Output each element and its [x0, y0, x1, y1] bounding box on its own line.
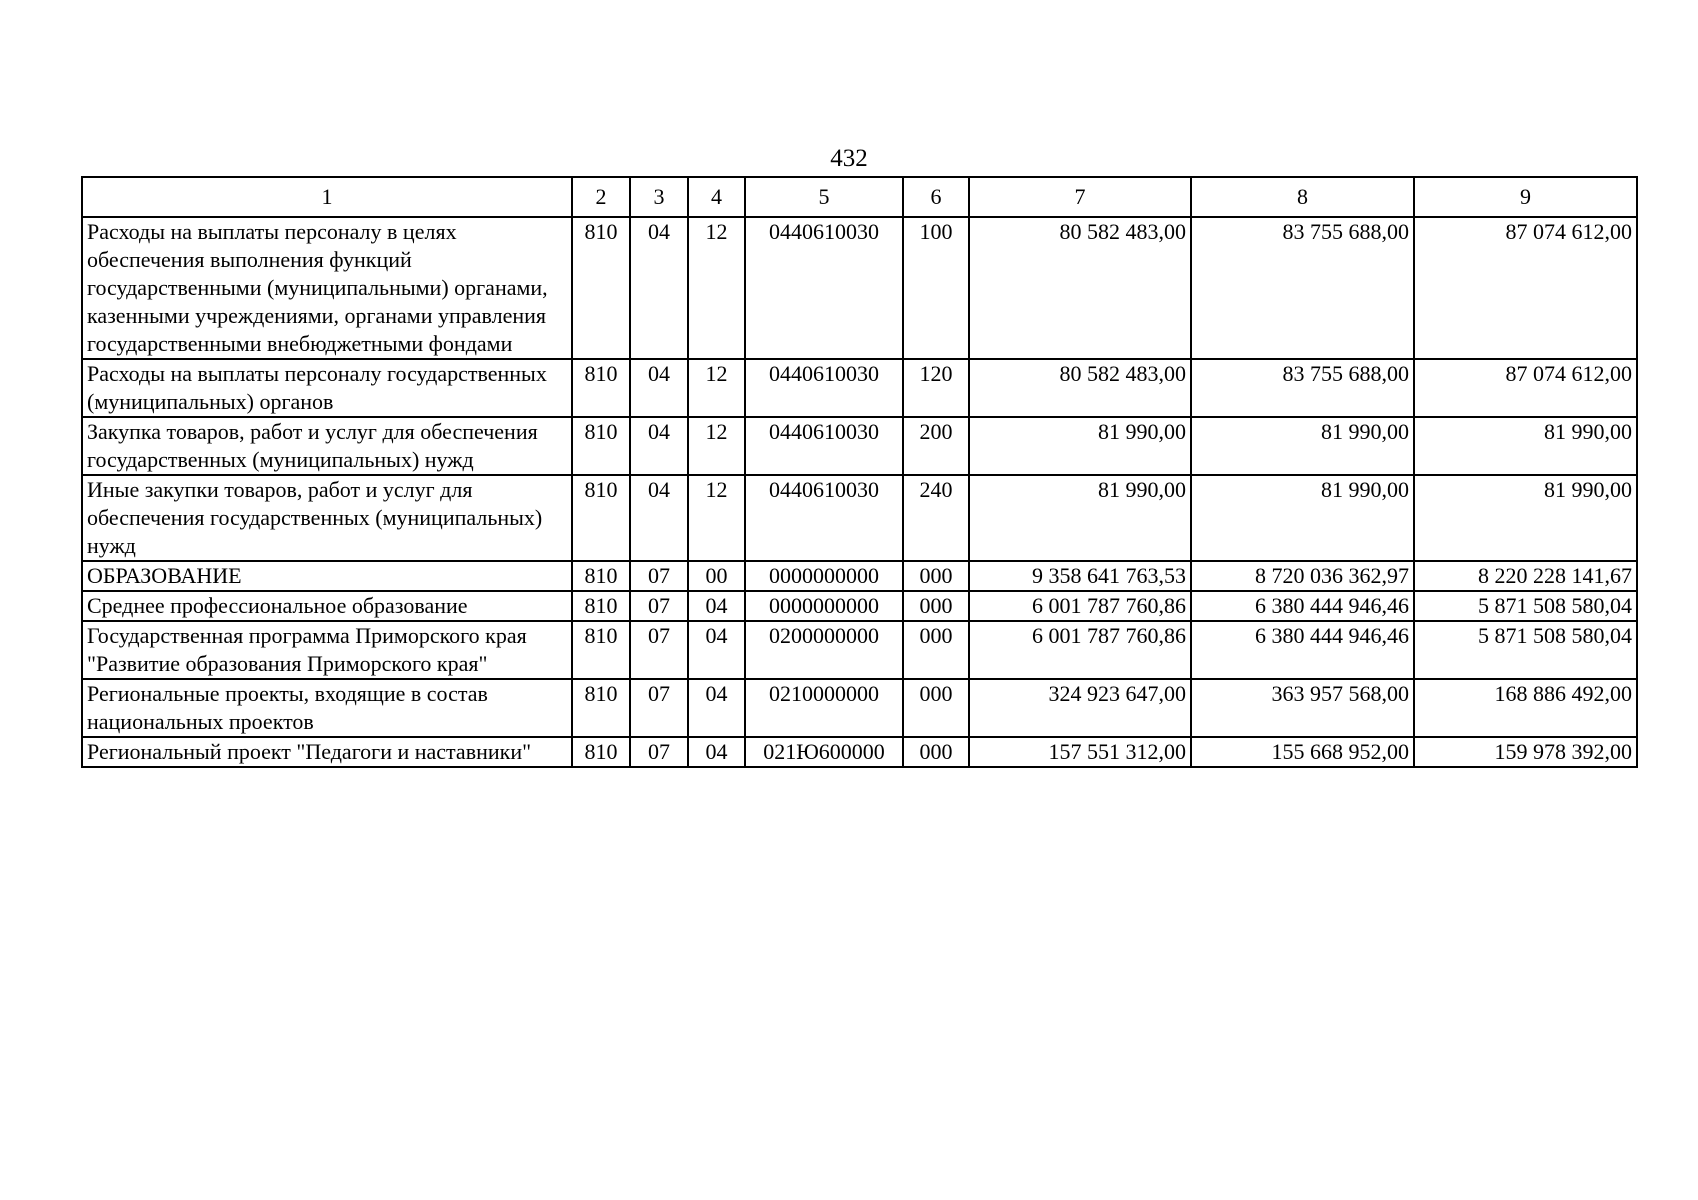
cell-code: 810 — [572, 561, 630, 591]
cell-section: 04 — [630, 417, 688, 475]
cell-type: 240 — [903, 475, 969, 561]
cell-amount-7: 6 001 787 760,86 — [969, 621, 1191, 679]
cell-type: 100 — [903, 217, 969, 359]
cell-target: 0440610030 — [745, 417, 903, 475]
cell-code: 810 — [572, 621, 630, 679]
table-row — [82, 475, 1637, 561]
cell-subsection: 00 — [688, 561, 745, 591]
cell-amount-7: 157 551 312,00 — [969, 737, 1191, 767]
header-cell: 2 — [572, 177, 630, 217]
budget-table — [81, 176, 1638, 768]
cell-code: 810 — [572, 475, 630, 561]
cell-section: 07 — [630, 591, 688, 621]
cell-amount-7: 6 001 787 760,86 — [969, 591, 1191, 621]
cell-section: 04 — [630, 475, 688, 561]
header-cell: 7 — [969, 177, 1191, 217]
cell-target: 0440610030 — [745, 217, 903, 359]
table-row — [82, 591, 1637, 621]
cell-amount-8: 6 380 444 946,46 — [1191, 591, 1414, 621]
cell-amount-8: 8 720 036 362,97 — [1191, 561, 1414, 591]
header-cell: 4 — [688, 177, 745, 217]
row-name: ОБРАЗОВАНИЕ — [82, 561, 572, 591]
cell-target: 0200000000 — [745, 621, 903, 679]
cell-subsection: 12 — [688, 217, 745, 359]
cell-target: 0000000000 — [745, 591, 903, 621]
cell-amount-8: 83 755 688,00 — [1191, 217, 1414, 359]
cell-subsection: 04 — [688, 591, 745, 621]
cell-type: 000 — [903, 561, 969, 591]
cell-code: 810 — [572, 679, 630, 737]
cell-amount-9: 81 990,00 — [1414, 417, 1637, 475]
table-header-row — [82, 177, 1637, 217]
header-cell: 8 — [1191, 177, 1414, 217]
cell-amount-9: 168 886 492,00 — [1414, 679, 1637, 737]
cell-amount-9: 81 990,00 — [1414, 475, 1637, 561]
header-cell: 9 — [1414, 177, 1637, 217]
cell-type: 000 — [903, 679, 969, 737]
cell-amount-8: 363 957 568,00 — [1191, 679, 1414, 737]
cell-section: 07 — [630, 621, 688, 679]
cell-type: 000 — [903, 737, 969, 767]
page-number: 432 — [830, 145, 868, 172]
cell-target: 0210000000 — [745, 679, 903, 737]
cell-subsection: 04 — [688, 737, 745, 767]
cell-code: 810 — [572, 737, 630, 767]
cell-amount-7: 324 923 647,00 — [969, 679, 1191, 737]
row-name: Закупка товаров, работ и услуг для обеспечения государственных (муниципальных) нужд — [82, 417, 572, 475]
table-row — [82, 679, 1637, 737]
cell-amount-7: 81 990,00 — [969, 417, 1191, 475]
cell-section: 04 — [630, 359, 688, 417]
cell-amount-9: 87 074 612,00 — [1414, 217, 1637, 359]
cell-type: 120 — [903, 359, 969, 417]
cell-amount-7: 80 582 483,00 — [969, 359, 1191, 417]
header-cell: 1 — [82, 177, 572, 217]
cell-type: 000 — [903, 621, 969, 679]
cell-section: 07 — [630, 679, 688, 737]
cell-subsection: 12 — [688, 475, 745, 561]
table-row — [82, 621, 1637, 679]
cell-target: 0440610030 — [745, 475, 903, 561]
cell-amount-7: 9 358 641 763,53 — [969, 561, 1191, 591]
row-name: Государственная программа Приморского края "Развитие образования Приморского края" — [82, 621, 572, 679]
cell-amount-8: 155 668 952,00 — [1191, 737, 1414, 767]
cell-code: 810 — [572, 217, 630, 359]
cell-amount-9: 5 871 508 580,04 — [1414, 621, 1637, 679]
row-name: Иные закупки товаров, работ и услуг для обеспечения государственных (муниципальных) нужд — [82, 475, 572, 561]
cell-amount-8: 83 755 688,00 — [1191, 359, 1414, 417]
table-row — [82, 417, 1637, 475]
cell-code: 810 — [572, 591, 630, 621]
cell-subsection: 04 — [688, 621, 745, 679]
cell-target: 021Ю600000 — [745, 737, 903, 767]
table-row — [82, 359, 1637, 417]
cell-amount-7: 81 990,00 — [969, 475, 1191, 561]
cell-type: 200 — [903, 417, 969, 475]
cell-type: 000 — [903, 591, 969, 621]
row-name: Региональный проект "Педагоги и наставники" — [82, 737, 572, 767]
table-row — [82, 737, 1637, 767]
cell-amount-7: 80 582 483,00 — [969, 217, 1191, 359]
header-cell: 5 — [745, 177, 903, 217]
cell-amount-9: 159 978 392,00 — [1414, 737, 1637, 767]
header-cell: 3 — [630, 177, 688, 217]
cell-code: 810 — [572, 359, 630, 417]
row-name: Среднее профессиональное образование — [82, 591, 572, 621]
row-name: Региональные проекты, входящие в состав национальных проектов — [82, 679, 572, 737]
cell-amount-8: 81 990,00 — [1191, 475, 1414, 561]
row-name: Расходы на выплаты персоналу в целях обеспечения выполнения функций государственными (муниципальными) органами, казенными учреждениями, органами управления государственными внебюджетными фондами — [82, 217, 572, 359]
cell-amount-9: 5 871 508 580,04 — [1414, 591, 1637, 621]
header-cell: 6 — [903, 177, 969, 217]
cell-amount-9: 8 220 228 141,67 — [1414, 561, 1637, 591]
cell-target: 0000000000 — [745, 561, 903, 591]
cell-section: 07 — [630, 561, 688, 591]
cell-subsection: 12 — [688, 417, 745, 475]
table-row — [82, 217, 1637, 359]
cell-amount-9: 87 074 612,00 — [1414, 359, 1637, 417]
cell-subsection: 04 — [688, 679, 745, 737]
table-row — [82, 561, 1637, 591]
cell-section: 07 — [630, 737, 688, 767]
row-name: Расходы на выплаты персоналу государственных (муниципальных) органов — [82, 359, 572, 417]
cell-subsection: 12 — [688, 359, 745, 417]
cell-section: 04 — [630, 217, 688, 359]
cell-target: 0440610030 — [745, 359, 903, 417]
cell-amount-8: 81 990,00 — [1191, 417, 1414, 475]
cell-code: 810 — [572, 417, 630, 475]
cell-amount-8: 6 380 444 946,46 — [1191, 621, 1414, 679]
